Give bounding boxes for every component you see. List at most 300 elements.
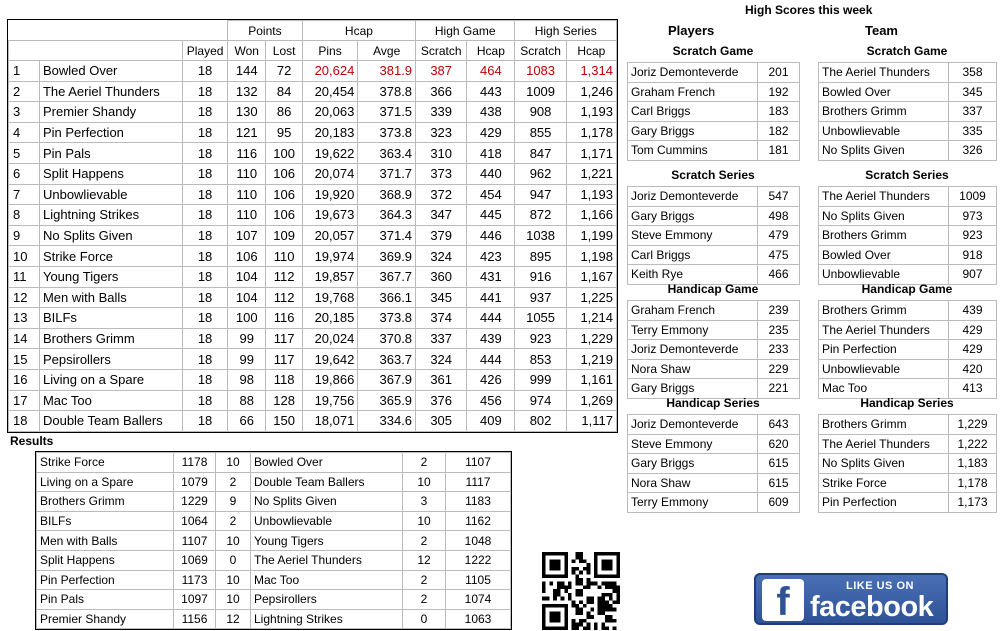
standings-cell-played: 18 bbox=[183, 122, 228, 143]
player-name: Terry Emmony bbox=[628, 320, 758, 340]
player-name: Steve Emmony bbox=[628, 226, 758, 246]
player-score: 182 bbox=[758, 121, 800, 141]
team-high-score-row bbox=[819, 359, 997, 379]
team-score: 923 bbox=[949, 226, 997, 246]
result-away-points: 2 bbox=[403, 590, 446, 610]
standings-cell-hs-hcp: 1,193 bbox=[566, 184, 616, 205]
result-home-team: Premier Shandy bbox=[37, 609, 174, 629]
result-home-points: 10 bbox=[216, 590, 251, 610]
standings-cell-lost: 95 bbox=[266, 122, 302, 143]
player-name: Gary Briggs bbox=[628, 121, 758, 141]
player-high-score-row bbox=[628, 226, 800, 246]
standings-cell-lost: 117 bbox=[266, 349, 302, 370]
player-score: 466 bbox=[758, 265, 800, 285]
standings-cell-hs-hcp: 1,246 bbox=[566, 81, 616, 102]
standings-cell-hs-hcp: 1,219 bbox=[566, 349, 616, 370]
standings-cell-pins: 19,974 bbox=[302, 246, 358, 267]
team-score: 439 bbox=[949, 301, 997, 321]
team-score: 429 bbox=[949, 320, 997, 340]
result-row bbox=[37, 590, 511, 610]
standings-cell-won: 104 bbox=[228, 287, 266, 308]
standings-cell-hg-scr: 345 bbox=[416, 287, 467, 308]
standings-cell-hg-hcp: 426 bbox=[467, 369, 515, 390]
players-heading: Players bbox=[668, 23, 715, 38]
result-home-points: 10 bbox=[216, 531, 251, 551]
standings-cell-played: 18 bbox=[183, 369, 228, 390]
player-high-score-row bbox=[628, 320, 800, 340]
standings-cell-hs-hcp: 1,166 bbox=[566, 205, 616, 226]
header-lost: Lost bbox=[266, 41, 302, 61]
standings-row bbox=[9, 102, 617, 123]
team-score: 326 bbox=[949, 141, 997, 161]
player-high-score-row bbox=[628, 454, 800, 474]
result-away-score: 1117 bbox=[446, 472, 511, 492]
team-high-score-row bbox=[819, 187, 997, 207]
standings-cell-rank: 4 bbox=[9, 122, 40, 143]
team-high-score-table bbox=[818, 186, 997, 285]
standings-cell-played: 18 bbox=[183, 328, 228, 349]
team-score: 429 bbox=[949, 340, 997, 360]
team-name: Bowled Over bbox=[819, 245, 949, 265]
standings-cell-hs-hcp: 1,221 bbox=[566, 163, 616, 184]
standings-cell-won: 110 bbox=[228, 184, 266, 205]
standings-cell-lost: 116 bbox=[266, 308, 302, 329]
standings-cell-lost: 106 bbox=[266, 205, 302, 226]
standings-cell-hg-scr: 379 bbox=[416, 225, 467, 246]
standings-cell-hs-hcp: 1,193 bbox=[566, 102, 616, 123]
player-high-score-row bbox=[628, 359, 800, 379]
player-section-title: Handicap Series bbox=[666, 396, 760, 410]
standings-cell-avge: 366.1 bbox=[358, 287, 416, 308]
standings-cell-hg-hcp: 431 bbox=[467, 266, 515, 287]
standings-cell-played: 18 bbox=[183, 266, 228, 287]
standings-cell-won: 110 bbox=[228, 205, 266, 226]
standings-cell-lost: 86 bbox=[266, 102, 302, 123]
team-high-score-table bbox=[818, 300, 997, 399]
standings-cell-hs-hcp: 1,229 bbox=[566, 328, 616, 349]
player-section-title: Scratch Game bbox=[672, 44, 754, 58]
standings-cell-rank: 16 bbox=[9, 369, 40, 390]
standings-cell-avge: 370.8 bbox=[358, 328, 416, 349]
player-high-score-row bbox=[628, 121, 800, 141]
standings-cell-team: Men with Balls bbox=[39, 287, 182, 308]
player-name: Nora Shaw bbox=[628, 359, 758, 379]
result-away-team: Pepsirollers bbox=[251, 590, 403, 610]
team-name: Brothers Grimm bbox=[819, 301, 949, 321]
standings-cell-hg-scr: 347 bbox=[416, 205, 467, 226]
standings-cell-hg-hcp: 446 bbox=[467, 225, 515, 246]
player-high-score-row bbox=[628, 82, 800, 102]
player-score: 547 bbox=[758, 187, 800, 207]
standings-cell-pins: 20,074 bbox=[302, 163, 358, 184]
standings-row bbox=[9, 328, 617, 349]
result-row bbox=[37, 492, 511, 512]
standings-cell-rank: 17 bbox=[9, 390, 40, 411]
header-points: Points bbox=[228, 21, 303, 41]
standings-cell-played: 18 bbox=[183, 349, 228, 370]
standings-cell-hg-hcp: 429 bbox=[467, 122, 515, 143]
team-name: No Splits Given bbox=[819, 141, 949, 161]
standings-cell-hg-hcp: 418 bbox=[467, 143, 515, 164]
standings-cell-hg-scr: 387 bbox=[416, 61, 467, 82]
standings-cell-hs-scr: 937 bbox=[515, 287, 566, 308]
player-score: 620 bbox=[758, 434, 800, 454]
standings-cell-won: 121 bbox=[228, 122, 266, 143]
standings-cell-won: 104 bbox=[228, 266, 266, 287]
standings-cell-avge: 365.9 bbox=[358, 390, 416, 411]
team-name: The Aeriel Thunders bbox=[819, 187, 949, 207]
team-name: The Aeriel Thunders bbox=[819, 434, 949, 454]
standings-cell-hs-scr: 853 bbox=[515, 349, 566, 370]
standings-cell-hs-scr: 847 bbox=[515, 143, 566, 164]
standings-cell-rank: 7 bbox=[9, 184, 40, 205]
standings-cell-won: 144 bbox=[228, 61, 266, 82]
result-away-points: 2 bbox=[403, 570, 446, 590]
team-high-score-table bbox=[818, 414, 997, 513]
standings-cell-hs-hcp: 1,171 bbox=[566, 143, 616, 164]
standings-cell-played: 18 bbox=[183, 411, 228, 432]
player-section-title: Scratch Series bbox=[671, 168, 755, 182]
player-score: 643 bbox=[758, 415, 800, 435]
standings-table bbox=[8, 20, 617, 432]
standings-cell-avge: 371.5 bbox=[358, 102, 416, 123]
player-name: Graham French bbox=[628, 82, 758, 102]
standings-cell-hs-hcp: 1,198 bbox=[566, 246, 616, 267]
player-name: Gary Briggs bbox=[628, 206, 758, 226]
standings-cell-hg-hcp: 464 bbox=[467, 61, 515, 82]
result-away-score: 1162 bbox=[446, 511, 511, 531]
standings-cell-team: Pin Pals bbox=[39, 143, 182, 164]
result-home-team: BILFs bbox=[37, 511, 174, 531]
standings-cell-team: Brothers Grimm bbox=[39, 328, 182, 349]
standings-cell-team: Pepsirollers bbox=[39, 349, 182, 370]
team-name: Mac Too bbox=[819, 379, 949, 399]
standings-cell-team: Mac Too bbox=[39, 390, 182, 411]
standings-cell-won: 130 bbox=[228, 102, 266, 123]
standings-cell-hg-scr: 337 bbox=[416, 328, 467, 349]
standings-cell-hs-hcp: 1,161 bbox=[566, 369, 616, 390]
result-home-team: Strike Force bbox=[37, 453, 174, 473]
standings-row bbox=[9, 369, 617, 390]
standings-cell-rank: 3 bbox=[9, 102, 40, 123]
standings-cell-rank: 5 bbox=[9, 143, 40, 164]
player-score: 615 bbox=[758, 473, 800, 493]
player-high-score-row bbox=[628, 434, 800, 454]
standings-cell-hg-hcp: 440 bbox=[467, 163, 515, 184]
team-name: Brothers Grimm bbox=[819, 415, 949, 435]
player-name: Keith Rye bbox=[628, 265, 758, 285]
standings-cell-hs-scr: 974 bbox=[515, 390, 566, 411]
result-row bbox=[37, 609, 511, 629]
result-home-score: 1097 bbox=[174, 590, 216, 610]
standings-row bbox=[9, 61, 617, 82]
standings-cell-hs-scr: 908 bbox=[515, 102, 566, 123]
result-away-score: 1048 bbox=[446, 531, 511, 551]
standings-row bbox=[9, 81, 617, 102]
standings-row bbox=[9, 266, 617, 287]
standings-cell-rank: 8 bbox=[9, 205, 40, 226]
standings-cell-pins: 18,071 bbox=[302, 411, 358, 432]
standings-cell-lost: 109 bbox=[266, 225, 302, 246]
player-name: Joriz Demonteverde bbox=[628, 187, 758, 207]
header-hg-scratch: Scratch bbox=[416, 41, 467, 61]
standings-cell-played: 18 bbox=[183, 390, 228, 411]
standings-row bbox=[9, 246, 617, 267]
standings-cell-team: No Splits Given bbox=[39, 225, 182, 246]
standings-cell-hs-scr: 916 bbox=[515, 266, 566, 287]
player-name: Joriz Demonteverde bbox=[628, 63, 758, 83]
standings-header-row-2 bbox=[9, 41, 617, 61]
team-high-score-row bbox=[819, 141, 997, 161]
standings-cell-won: 66 bbox=[228, 411, 266, 432]
team-score: 1,222 bbox=[949, 434, 997, 454]
team-name: Brothers Grimm bbox=[819, 226, 949, 246]
facebook-like-badge[interactable] bbox=[754, 573, 948, 625]
standings-cell-hg-scr: 373 bbox=[416, 163, 467, 184]
standings-cell-played: 18 bbox=[183, 246, 228, 267]
standings-cell-hg-hcp: 443 bbox=[467, 81, 515, 102]
standings-cell-rank: 12 bbox=[9, 287, 40, 308]
standings-cell-rank: 9 bbox=[9, 225, 40, 246]
player-high-score-row bbox=[628, 493, 800, 513]
standings-row bbox=[9, 411, 617, 432]
standings-cell-lost: 128 bbox=[266, 390, 302, 411]
result-home-points: 10 bbox=[216, 570, 251, 590]
player-high-score-table bbox=[627, 62, 800, 161]
result-home-points: 10 bbox=[216, 453, 251, 473]
team-section-title: Scratch Game bbox=[866, 44, 948, 58]
player-section-title: Handicap Game bbox=[667, 282, 759, 296]
result-home-points: 2 bbox=[216, 511, 251, 531]
standings-cell-team: Living on a Spare bbox=[39, 369, 182, 390]
standings-cell-avge: 364.3 bbox=[358, 205, 416, 226]
standings-cell-won: 106 bbox=[228, 246, 266, 267]
result-row bbox=[37, 550, 511, 570]
result-home-score: 1229 bbox=[174, 492, 216, 512]
team-score: 345 bbox=[949, 82, 997, 102]
standings-cell-won: 107 bbox=[228, 225, 266, 246]
team-section-title: Handicap Game bbox=[861, 282, 953, 296]
result-row bbox=[37, 531, 511, 551]
standings-cell-avge: 363.4 bbox=[358, 143, 416, 164]
standings-cell-team: Unbowlievable bbox=[39, 184, 182, 205]
standings-cell-pins: 20,063 bbox=[302, 102, 358, 123]
facebook-wordmark: facebook bbox=[810, 591, 934, 623]
player-score: 479 bbox=[758, 226, 800, 246]
header-high-series: High Series bbox=[515, 21, 617, 41]
player-score: 235 bbox=[758, 320, 800, 340]
standings-cell-avge: 371.4 bbox=[358, 225, 416, 246]
player-score: 609 bbox=[758, 493, 800, 513]
standings-cell-pins: 20,624 bbox=[302, 61, 358, 82]
team-score: 1,229 bbox=[949, 415, 997, 435]
result-home-points: 12 bbox=[216, 609, 251, 629]
player-high-score-table bbox=[627, 300, 800, 399]
result-away-team: The Aeriel Thunders bbox=[251, 550, 403, 570]
team-name: Strike Force bbox=[819, 473, 949, 493]
standings-cell-rank: 1 bbox=[9, 61, 40, 82]
standings-cell-team: Strike Force bbox=[39, 246, 182, 267]
standings-cell-hg-hcp: 423 bbox=[467, 246, 515, 267]
player-high-score-row bbox=[628, 245, 800, 265]
header-hg-hcap: Hcap bbox=[467, 41, 515, 61]
header-hcap: Hcap bbox=[302, 21, 415, 41]
standings-cell-hs-scr: 999 bbox=[515, 369, 566, 390]
standings-cell-pins: 19,756 bbox=[302, 390, 358, 411]
result-home-score: 1064 bbox=[174, 511, 216, 531]
standings-cell-hs-scr: 895 bbox=[515, 246, 566, 267]
standings-cell-avge: 367.9 bbox=[358, 369, 416, 390]
player-high-score-row bbox=[628, 473, 800, 493]
result-away-score: 1222 bbox=[446, 550, 511, 570]
standings-cell-rank: 2 bbox=[9, 81, 40, 102]
standings-cell-lost: 118 bbox=[266, 369, 302, 390]
result-home-points: 9 bbox=[216, 492, 251, 512]
player-score: 239 bbox=[758, 301, 800, 321]
header-hs-hcap: Hcap bbox=[566, 41, 616, 61]
team-name: Bowled Over bbox=[819, 82, 949, 102]
standings-cell-team: The Aeriel Thunders bbox=[39, 81, 182, 102]
player-high-score-row bbox=[628, 141, 800, 161]
result-away-score: 1074 bbox=[446, 590, 511, 610]
standings-cell-hg-scr: 324 bbox=[416, 246, 467, 267]
standings-cell-hs-scr: 962 bbox=[515, 163, 566, 184]
player-score: 181 bbox=[758, 141, 800, 161]
standings-cell-hg-scr: 366 bbox=[416, 81, 467, 102]
standings-cell-pins: 19,768 bbox=[302, 287, 358, 308]
player-score: 229 bbox=[758, 359, 800, 379]
team-score: 1,173 bbox=[949, 493, 997, 513]
standings-cell-hg-hcp: 444 bbox=[467, 349, 515, 370]
team-score: 413 bbox=[949, 379, 997, 399]
result-home-team: Men with Balls bbox=[37, 531, 174, 551]
player-name: Steve Emmony bbox=[628, 434, 758, 454]
standings-cell-hs-hcp: 1,314 bbox=[566, 61, 616, 82]
standings-cell-played: 18 bbox=[183, 61, 228, 82]
player-name: Joriz Demonteverde bbox=[628, 415, 758, 435]
standings-cell-hs-scr: 1055 bbox=[515, 308, 566, 329]
standings-cell-avge: 369.9 bbox=[358, 246, 416, 267]
standings-row bbox=[9, 225, 617, 246]
team-high-score-row bbox=[819, 473, 997, 493]
standings-cell-lost: 106 bbox=[266, 163, 302, 184]
player-high-score-table bbox=[627, 414, 800, 513]
result-away-team: Mac Too bbox=[251, 570, 403, 590]
team-score: 1009 bbox=[949, 187, 997, 207]
results-table bbox=[36, 452, 511, 629]
team-name: No Splits Given bbox=[819, 454, 949, 474]
standings-cell-hs-hcp: 1,269 bbox=[566, 390, 616, 411]
team-name: Unbowlievable bbox=[819, 359, 949, 379]
team-score: 420 bbox=[949, 359, 997, 379]
team-name: No Splits Given bbox=[819, 206, 949, 226]
standings-cell-lost: 150 bbox=[266, 411, 302, 432]
standings-cell-played: 18 bbox=[183, 205, 228, 226]
result-away-points: 12 bbox=[403, 550, 446, 570]
result-home-team: Brothers Grimm bbox=[37, 492, 174, 512]
standings-cell-hs-scr: 802 bbox=[515, 411, 566, 432]
facebook-f-icon: f bbox=[762, 579, 804, 621]
player-high-score-row bbox=[628, 187, 800, 207]
standings-cell-hg-scr: 372 bbox=[416, 184, 467, 205]
result-away-team: Lightning Strikes bbox=[251, 609, 403, 629]
result-away-team: Double Team Ballers bbox=[251, 472, 403, 492]
team-name: Pin Perfection bbox=[819, 340, 949, 360]
team-high-score-row bbox=[819, 63, 997, 83]
standings-cell-won: 88 bbox=[228, 390, 266, 411]
standings-row bbox=[9, 308, 617, 329]
team-name: Unbowlievable bbox=[819, 121, 949, 141]
result-away-points: 10 bbox=[403, 511, 446, 531]
player-high-score-row bbox=[628, 340, 800, 360]
standings-cell-pins: 20,057 bbox=[302, 225, 358, 246]
standings-cell-hs-hcp: 1,178 bbox=[566, 122, 616, 143]
standings-cell-hg-hcp: 409 bbox=[467, 411, 515, 432]
standings-cell-hg-hcp: 454 bbox=[467, 184, 515, 205]
player-name: Tom Cummins bbox=[628, 141, 758, 161]
result-home-team: Living on a Spare bbox=[37, 472, 174, 492]
player-high-score-row bbox=[628, 301, 800, 321]
standings-cell-hg-hcp: 439 bbox=[467, 328, 515, 349]
standings-header-row-1 bbox=[9, 21, 617, 41]
player-score: 192 bbox=[758, 82, 800, 102]
standings-cell-rank: 18 bbox=[9, 411, 40, 432]
standings-cell-pins: 20,024 bbox=[302, 328, 358, 349]
team-high-score-row bbox=[819, 301, 997, 321]
standings-cell-lost: 72 bbox=[266, 61, 302, 82]
player-name: Carl Briggs bbox=[628, 102, 758, 122]
player-high-score-row bbox=[628, 63, 800, 83]
team-score: 1,178 bbox=[949, 473, 997, 493]
result-away-points: 3 bbox=[403, 492, 446, 512]
team-section-title: Scratch Series bbox=[865, 168, 949, 182]
standings-cell-played: 18 bbox=[183, 102, 228, 123]
standings-row bbox=[9, 390, 617, 411]
player-score: 183 bbox=[758, 102, 800, 122]
team-high-score-row bbox=[819, 340, 997, 360]
standings-cell-avge: 368.9 bbox=[358, 184, 416, 205]
standings-cell-hs-hcp: 1,117 bbox=[566, 411, 616, 432]
standings-row bbox=[9, 143, 617, 164]
team-high-score-row bbox=[819, 434, 997, 454]
standings-cell-hg-scr: 374 bbox=[416, 308, 467, 329]
standings-cell-hs-hcp: 1,167 bbox=[566, 266, 616, 287]
standings-cell-hg-scr: 323 bbox=[416, 122, 467, 143]
player-score: 615 bbox=[758, 454, 800, 474]
standings-cell-hs-scr: 1038 bbox=[515, 225, 566, 246]
standings-cell-team: Lightning Strikes bbox=[39, 205, 182, 226]
player-name: Joriz Demonteverde bbox=[628, 340, 758, 360]
standings-cell-hs-hcp: 1,225 bbox=[566, 287, 616, 308]
player-high-score-row bbox=[628, 102, 800, 122]
header-won: Won bbox=[228, 41, 266, 61]
standings-cell-hg-scr: 324 bbox=[416, 349, 467, 370]
standings-cell-rank: 11 bbox=[9, 266, 40, 287]
standings-cell-pins: 19,642 bbox=[302, 349, 358, 370]
standings-cell-hg-scr: 339 bbox=[416, 102, 467, 123]
header-avge: Avge bbox=[358, 41, 416, 61]
result-row bbox=[37, 570, 511, 590]
result-home-score: 1156 bbox=[174, 609, 216, 629]
player-score: 221 bbox=[758, 379, 800, 399]
player-name: Graham French bbox=[628, 301, 758, 321]
team-score: 337 bbox=[949, 102, 997, 122]
team-heading: Team bbox=[865, 23, 898, 38]
standings-cell-hg-scr: 360 bbox=[416, 266, 467, 287]
result-away-score: 1183 bbox=[446, 492, 511, 512]
team-high-score-row bbox=[819, 102, 997, 122]
standings-cell-hg-hcp: 445 bbox=[467, 205, 515, 226]
